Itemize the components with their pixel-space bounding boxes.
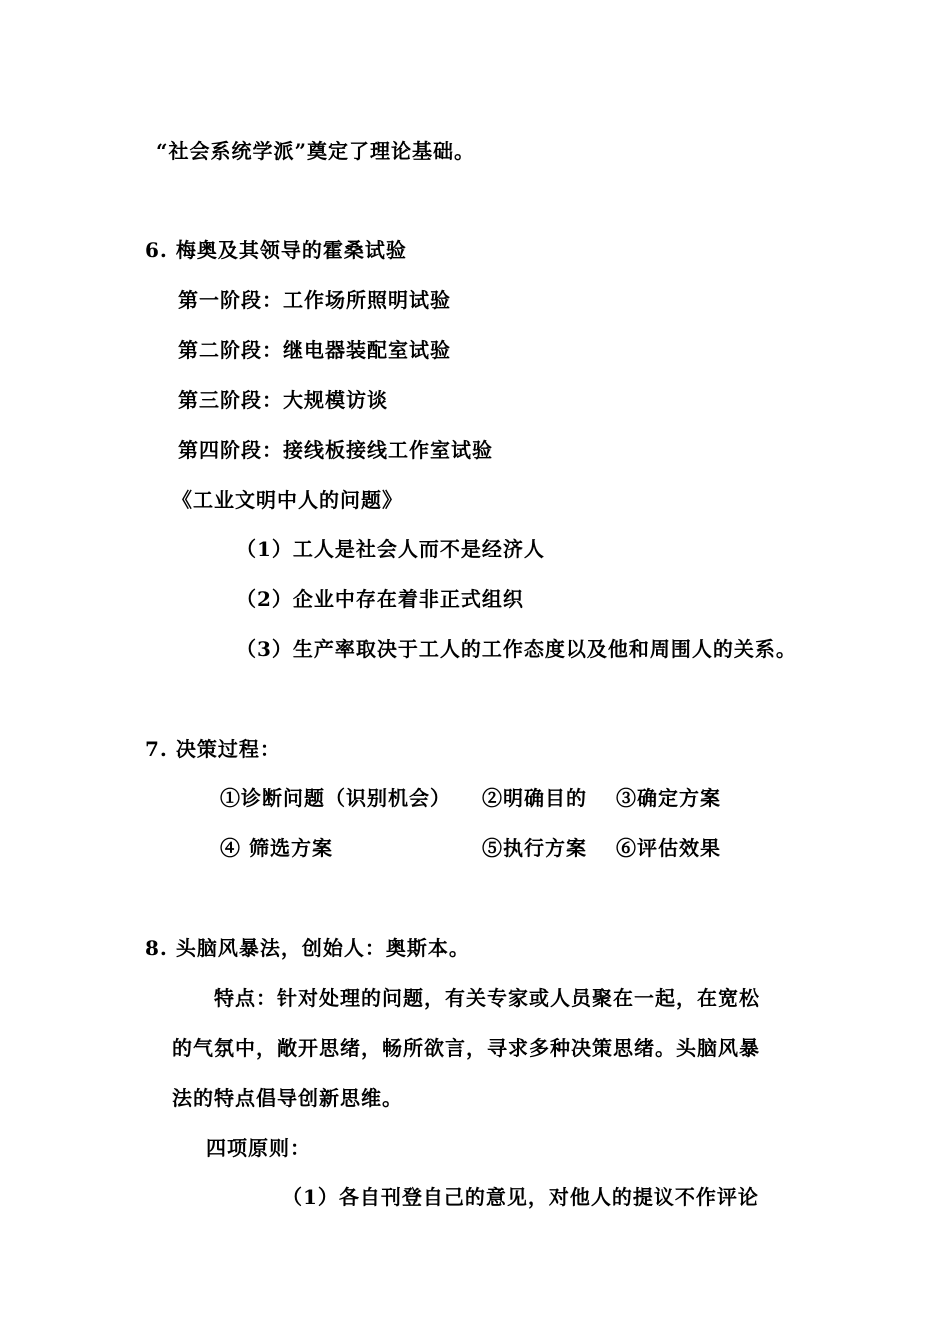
section-6-heading: 6. 梅奥及其领导的霍桑试验	[145, 238, 407, 262]
decision-step-2: ②明确目的	[482, 786, 587, 810]
principle-1: （1）各自刊登自己的意见，对他人的提议不作评论	[282, 1185, 759, 1209]
feature-line-2: 的气氛中，敞开思绪，畅所欲言，寻求多种决策思绪。头脑风暴	[172, 1036, 760, 1060]
intro-line: “社会系统学派”奠定了理论基础。	[156, 139, 476, 163]
stage-2: 第二阶段：继电器装配室试验	[178, 338, 451, 362]
decision-step-4: ④ 筛选方案	[220, 836, 333, 860]
stage-4: 第四阶段：接线板接线工作室试验	[178, 438, 493, 462]
decision-step-3: ③确定方案	[616, 786, 721, 810]
stage-3: 第三阶段：大规模访谈	[178, 388, 388, 412]
decision-step-6: ⑥评估效果	[616, 836, 721, 860]
feature-line-1: 特点：针对处理的问题，有关专家或人员聚在一起，在宽松	[214, 986, 760, 1010]
decision-step-1: ①诊断问题（识别机会）	[220, 786, 451, 810]
point-1: （1）工人是社会人而不是经济人	[236, 537, 545, 561]
book-title: 《工业文明中人的问题》	[172, 488, 403, 512]
section-7-heading: 7. 决策过程：	[145, 737, 281, 761]
decision-step-5: ⑤执行方案	[482, 836, 587, 860]
feature-line-3: 法的特点倡导创新思维。	[172, 1086, 403, 1110]
section-8-heading: 8. 头脑风暴法，创始人：奥斯本。	[145, 936, 470, 960]
point-2: （2）企业中存在着非正式组织	[236, 587, 524, 611]
principles-label: 四项原则：	[206, 1136, 311, 1160]
stage-1: 第一阶段：工作场所照明试验	[178, 288, 451, 312]
point-3: （3）生产率取决于工人的工作态度以及他和周围人的关系。	[236, 637, 797, 661]
